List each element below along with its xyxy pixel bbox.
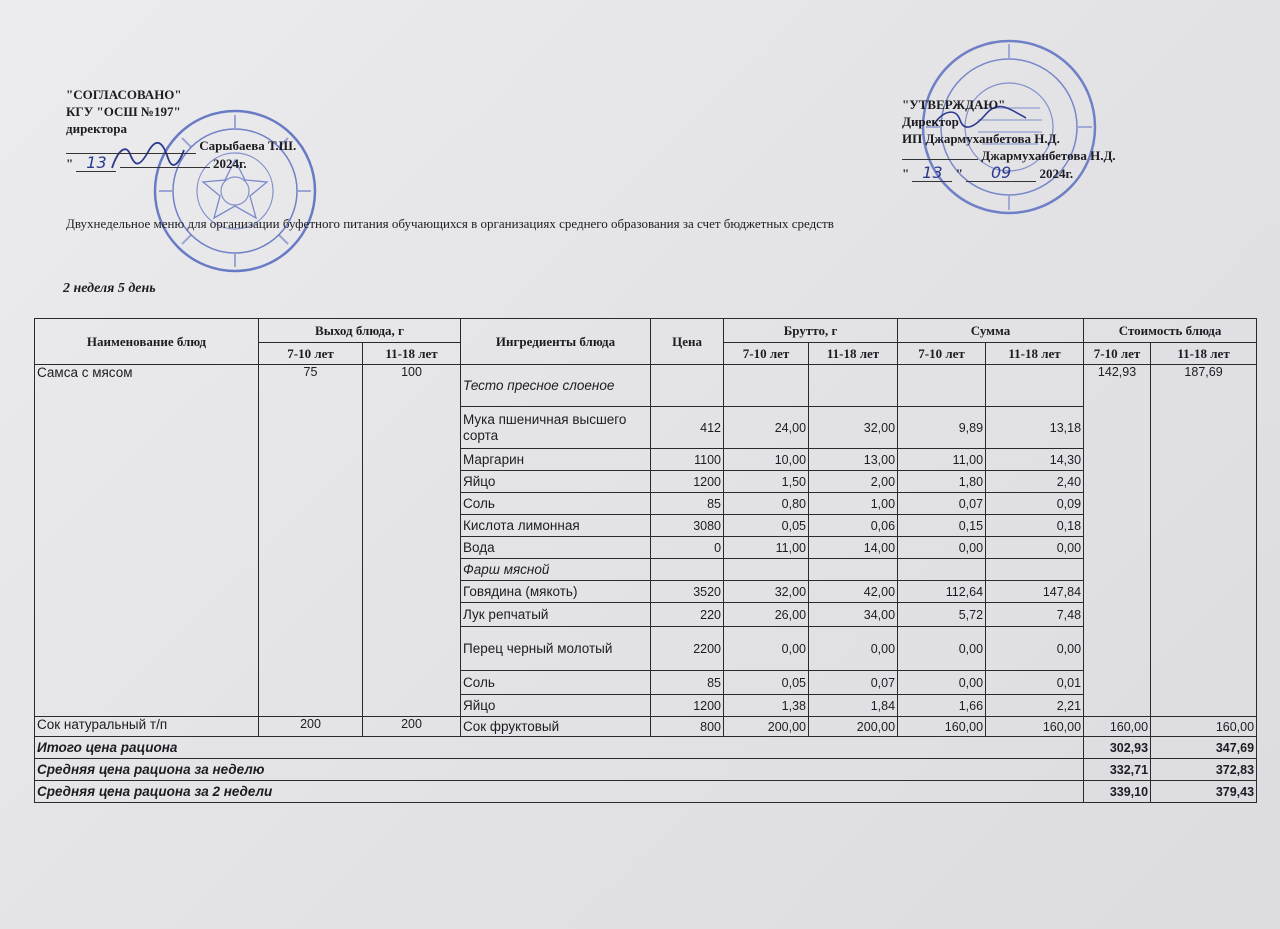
gross-a: 24,00 xyxy=(724,407,809,449)
sum-b: 0,09 xyxy=(986,493,1084,515)
dish-output-a: 200 xyxy=(259,717,363,737)
approval-right-heading: "УТВЕРЖДАЮ" xyxy=(902,97,1006,112)
gross-b: 2,00 xyxy=(809,471,898,493)
col-output-age-b: 11-18 лет xyxy=(363,343,461,365)
ingredient-price: 800 xyxy=(651,717,724,737)
gross-a: 11,00 xyxy=(724,537,809,559)
approval-left-date-row xyxy=(66,154,296,172)
sum-a: 160,00 xyxy=(898,717,986,737)
sum-b xyxy=(986,559,1084,581)
sum-b: 0,00 xyxy=(986,627,1084,671)
gross-a: 0,05 xyxy=(724,515,809,537)
date-quote: " xyxy=(955,166,963,181)
col-cost: Стоимость блюда xyxy=(1084,319,1257,343)
gross-a: 200,00 xyxy=(724,717,809,737)
approval-right-date-day: 13 xyxy=(912,164,952,182)
col-cost-age-a: 7-10 лет xyxy=(1084,343,1151,365)
sum-a: 1,80 xyxy=(898,471,986,493)
ingredient-price: 1200 xyxy=(651,695,724,717)
sum-a: 0,07 xyxy=(898,493,986,515)
sum-a: 0,00 xyxy=(898,671,986,695)
gross-a xyxy=(724,365,809,407)
sum-a: 5,72 xyxy=(898,603,986,627)
gross-b: 32,00 xyxy=(809,407,898,449)
sum-b: 2,21 xyxy=(986,695,1084,717)
ingredient-name: Лук репчатый xyxy=(461,603,651,627)
approval-left-position: директора xyxy=(66,121,128,136)
col-price: Цена xyxy=(651,319,724,365)
sum-b: 160,00 xyxy=(986,717,1084,737)
gross-a: 26,00 xyxy=(724,603,809,627)
gross-a: 32,00 xyxy=(724,581,809,603)
gross-b: 34,00 xyxy=(809,603,898,627)
ingredient-name: Яйцо xyxy=(461,471,651,493)
ingredient-price: 3080 xyxy=(651,515,724,537)
gross-b: 14,00 xyxy=(809,537,898,559)
gross-b: 0,00 xyxy=(809,627,898,671)
ingredient-name: Кислота лимонная xyxy=(461,515,651,537)
dish-cost-b: 187,69 xyxy=(1151,365,1257,717)
total-row xyxy=(35,759,1257,781)
ingredient-name: Говядина (мякоть) xyxy=(461,581,651,603)
ingredient-name: Мука пшеничная высшего сорта xyxy=(461,407,651,449)
approval-left-date-day: 13 xyxy=(76,154,116,172)
approval-left-name: Сарыбаева Т.Ш. xyxy=(199,138,297,153)
ingredient-price: 85 xyxy=(651,671,724,695)
total-value-b: 372,83 xyxy=(1151,759,1257,781)
dish-name: Самса с мясом xyxy=(35,365,259,717)
sum-a: 0,00 xyxy=(898,627,986,671)
approval-left-date-year: 2024г. xyxy=(212,156,247,171)
sum-b: 0,01 xyxy=(986,671,1084,695)
total-label: Средняя цена рациона за неделю xyxy=(35,759,1084,781)
sum-a: 0,00 xyxy=(898,537,986,559)
gross-b: 1,00 xyxy=(809,493,898,515)
col-sum: Сумма xyxy=(898,319,1084,343)
ingredient-name: Маргарин xyxy=(461,449,651,471)
dish-cost-b: 160,00 xyxy=(1151,717,1257,737)
date-quote: " xyxy=(902,166,910,181)
ingredient-price: 85 xyxy=(651,493,724,515)
sum-a xyxy=(898,365,986,407)
week-label: 2 неделя 5 день xyxy=(63,281,156,296)
total-value-b: 347,69 xyxy=(1151,737,1257,759)
dish-name: Сок натуральный т/п xyxy=(35,717,259,737)
gross-b: 0,06 xyxy=(809,515,898,537)
header-row-1 xyxy=(35,319,1257,343)
ingredient-name: Соль xyxy=(461,493,651,515)
gross-b: 200,00 xyxy=(809,717,898,737)
approval-right-date-year: 2024г. xyxy=(1039,166,1074,181)
ingredient-name: Тесто пресное слоеное xyxy=(461,365,651,407)
date-quote: " xyxy=(66,156,74,171)
total-row xyxy=(35,737,1257,759)
approval-right-name: Джармуханбетова Н.Д. xyxy=(981,148,1116,163)
sum-b xyxy=(986,365,1084,407)
gross-a: 0,05 xyxy=(724,671,809,695)
col-gross-age-a: 7-10 лет xyxy=(724,343,809,365)
approval-right-sign-row xyxy=(902,147,1116,164)
total-row xyxy=(35,781,1257,803)
ingredient-price: 3520 xyxy=(651,581,724,603)
ingredient-name: Перец черный молотый xyxy=(461,627,651,671)
ingredient-name: Соль xyxy=(461,671,651,695)
gross-b xyxy=(809,559,898,581)
ingredient-name: Фарш мясной xyxy=(461,559,651,581)
gross-b: 42,00 xyxy=(809,581,898,603)
total-value-a: 339,10 xyxy=(1084,781,1151,803)
total-value-a: 302,93 xyxy=(1084,737,1151,759)
ingredient-price: 0 xyxy=(651,537,724,559)
sum-b: 7,48 xyxy=(986,603,1084,627)
ingredient-price xyxy=(651,559,724,581)
total-value-b: 379,43 xyxy=(1151,781,1257,803)
sum-b: 147,84 xyxy=(986,581,1084,603)
table-row xyxy=(35,365,1257,407)
col-ingredients: Ингредиенты блюда xyxy=(461,319,651,365)
total-value-a: 332,71 xyxy=(1084,759,1151,781)
col-gross: Брутто, г xyxy=(724,319,898,343)
total-label: Средняя цена рациона за 2 недели xyxy=(35,781,1084,803)
dish-cost-a: 160,00 xyxy=(1084,717,1151,737)
sum-a: 0,15 xyxy=(898,515,986,537)
ingredient-name: Вода xyxy=(461,537,651,559)
sum-a: 1,66 xyxy=(898,695,986,717)
col-output: Выход блюда, г xyxy=(259,319,461,343)
gross-a: 0,80 xyxy=(724,493,809,515)
sum-a: 11,00 xyxy=(898,449,986,471)
gross-a: 1,50 xyxy=(724,471,809,493)
gross-b: 1,84 xyxy=(809,695,898,717)
total-label: Итого цена рациона xyxy=(35,737,1084,759)
col-sum-age-a: 7-10 лет xyxy=(898,343,986,365)
col-cost-age-b: 11-18 лет xyxy=(1151,343,1257,365)
approval-right-block xyxy=(902,96,1116,182)
date-month-line xyxy=(120,155,210,168)
ingredient-price: 1200 xyxy=(651,471,724,493)
dish-output-b: 200 xyxy=(363,717,461,737)
ingredient-price: 220 xyxy=(651,603,724,627)
sum-b: 13,18 xyxy=(986,407,1084,449)
gross-b xyxy=(809,365,898,407)
approval-left-block xyxy=(66,86,296,172)
gross-a: 0,00 xyxy=(724,627,809,671)
col-dish-name: Наименование блюд xyxy=(35,319,259,365)
sum-b: 14,30 xyxy=(986,449,1084,471)
col-sum-age-b: 11-18 лет xyxy=(986,343,1084,365)
menu-table xyxy=(34,318,1257,803)
gross-b: 13,00 xyxy=(809,449,898,471)
document-title: Двухнедельное меню для организации буфетного питания обучающихся в организациях среднего образования за счет бюджетных средств xyxy=(66,216,834,231)
approval-right-org: ИП Джармуханбетова Н.Д. xyxy=(902,131,1060,146)
dish-output-b: 100 xyxy=(363,365,461,717)
ingredient-price xyxy=(651,365,724,407)
col-output-age-a: 7-10 лет xyxy=(259,343,363,365)
ingredient-price: 412 xyxy=(651,407,724,449)
dish-cost-a: 142,93 xyxy=(1084,365,1151,717)
approval-right-date-month: 09 xyxy=(966,164,1036,182)
gross-a xyxy=(724,559,809,581)
table-row xyxy=(35,717,1257,737)
sum-a: 9,89 xyxy=(898,407,986,449)
sum-b: 0,00 xyxy=(986,537,1084,559)
signature-line xyxy=(902,147,978,160)
gross-a: 1,38 xyxy=(724,695,809,717)
approval-left-org: КГУ "ОСШ №197" xyxy=(66,104,181,119)
sum-a: 112,64 xyxy=(898,581,986,603)
ingredient-name: Яйцо xyxy=(461,695,651,717)
approval-right-date-row xyxy=(902,164,1116,182)
sum-a xyxy=(898,559,986,581)
ingredient-name: Сок фруктовый xyxy=(461,717,651,737)
gross-b: 0,07 xyxy=(809,671,898,695)
approval-right-position: Директор xyxy=(902,114,959,129)
sum-b: 2,40 xyxy=(986,471,1084,493)
col-gross-age-b: 11-18 лет xyxy=(809,343,898,365)
approval-left-heading: "СОГЛАСОВАНО" xyxy=(66,87,182,102)
gross-a: 10,00 xyxy=(724,449,809,471)
approval-left-sign-row xyxy=(66,137,296,154)
sum-b: 0,18 xyxy=(986,515,1084,537)
ingredient-price: 2200 xyxy=(651,627,724,671)
ingredient-price: 1100 xyxy=(651,449,724,471)
dish-output-a: 75 xyxy=(259,365,363,717)
